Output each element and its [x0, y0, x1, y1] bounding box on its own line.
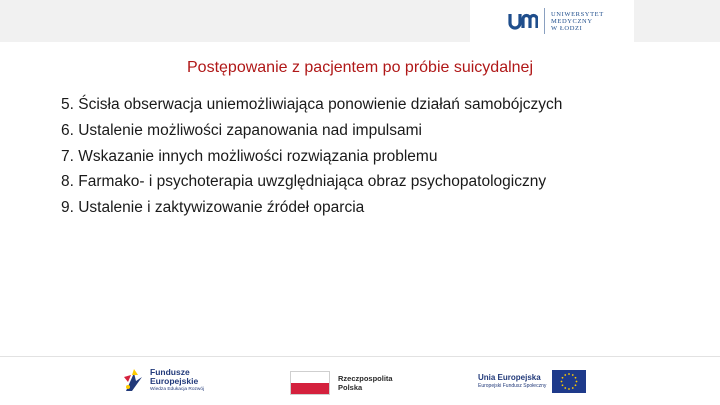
- steps-list: [61, 92, 562, 221]
- rzeczpospolita-line1: Rzeczpospolita: [338, 374, 393, 383]
- fundusze-text: [150, 368, 204, 393]
- list-item: 5. Ścisła obserwacja uniemożliwiająca ponowienie działań samobójczych: [61, 96, 563, 113]
- university-name-line: MEDYCZNY: [551, 17, 593, 25]
- fundusze-line1: Fundusze: [150, 366, 190, 377]
- fundusze-line3: Wiedza Edukacja Rozwój: [150, 386, 205, 392]
- eu-star: [568, 373, 570, 375]
- eu-star: [572, 374, 574, 376]
- fundusze-line2: Europejskie: [150, 375, 199, 386]
- fundusze-europejskie-logo: [122, 367, 204, 393]
- list-item: 6. Ustalenie możliwości zapanowania nad impulsami: [61, 121, 422, 139]
- eu-star: [575, 384, 577, 386]
- eu-star: [562, 377, 564, 379]
- eu-star: [561, 381, 563, 383]
- eu-flag-icon: [552, 370, 586, 393]
- eu-star: [562, 384, 564, 386]
- unia-line1: Unia Europejska: [478, 373, 541, 382]
- university-name: [551, 11, 604, 32]
- eu-star: [568, 388, 570, 390]
- rzeczpospolita-line2: Polska: [338, 383, 363, 392]
- list-item: 9. Ustalenie i zaktywizowanie źródeł oparcia: [61, 199, 365, 217]
- fundusze-star-icon: [122, 367, 144, 393]
- list-item: 8. Farmako- i psychoterapia uwzględniająca obraz psychopatologiczny: [61, 173, 547, 191]
- university-name-line: W ŁODZI: [551, 24, 583, 32]
- slide-title: Postępowanie z pacjentem po próbie suicydalnej: [187, 59, 533, 76]
- eu-star: [572, 387, 574, 389]
- funding-footer: [0, 357, 720, 405]
- unia-line2: Europejski Fundusz Społeczny: [478, 383, 547, 389]
- university-logo: [470, 0, 634, 42]
- logo-divider: [544, 8, 545, 34]
- unia-text: [478, 373, 546, 390]
- rzeczpospolita-text: [338, 374, 393, 392]
- list-item: 7. Wskazanie innych możliwości rozwiązania problemu: [61, 147, 438, 165]
- eu-star: [565, 374, 567, 376]
- unia-europejska-logo: [478, 370, 586, 393]
- rzeczpospolita-polska-logo: [290, 371, 393, 395]
- university-name-line: UNIWERSYTET: [551, 10, 604, 18]
- eu-star: [565, 387, 567, 389]
- um-logo-icon: [508, 10, 538, 32]
- eu-star: [575, 377, 577, 379]
- polish-flag-icon: [290, 371, 330, 395]
- eu-star: [576, 381, 578, 383]
